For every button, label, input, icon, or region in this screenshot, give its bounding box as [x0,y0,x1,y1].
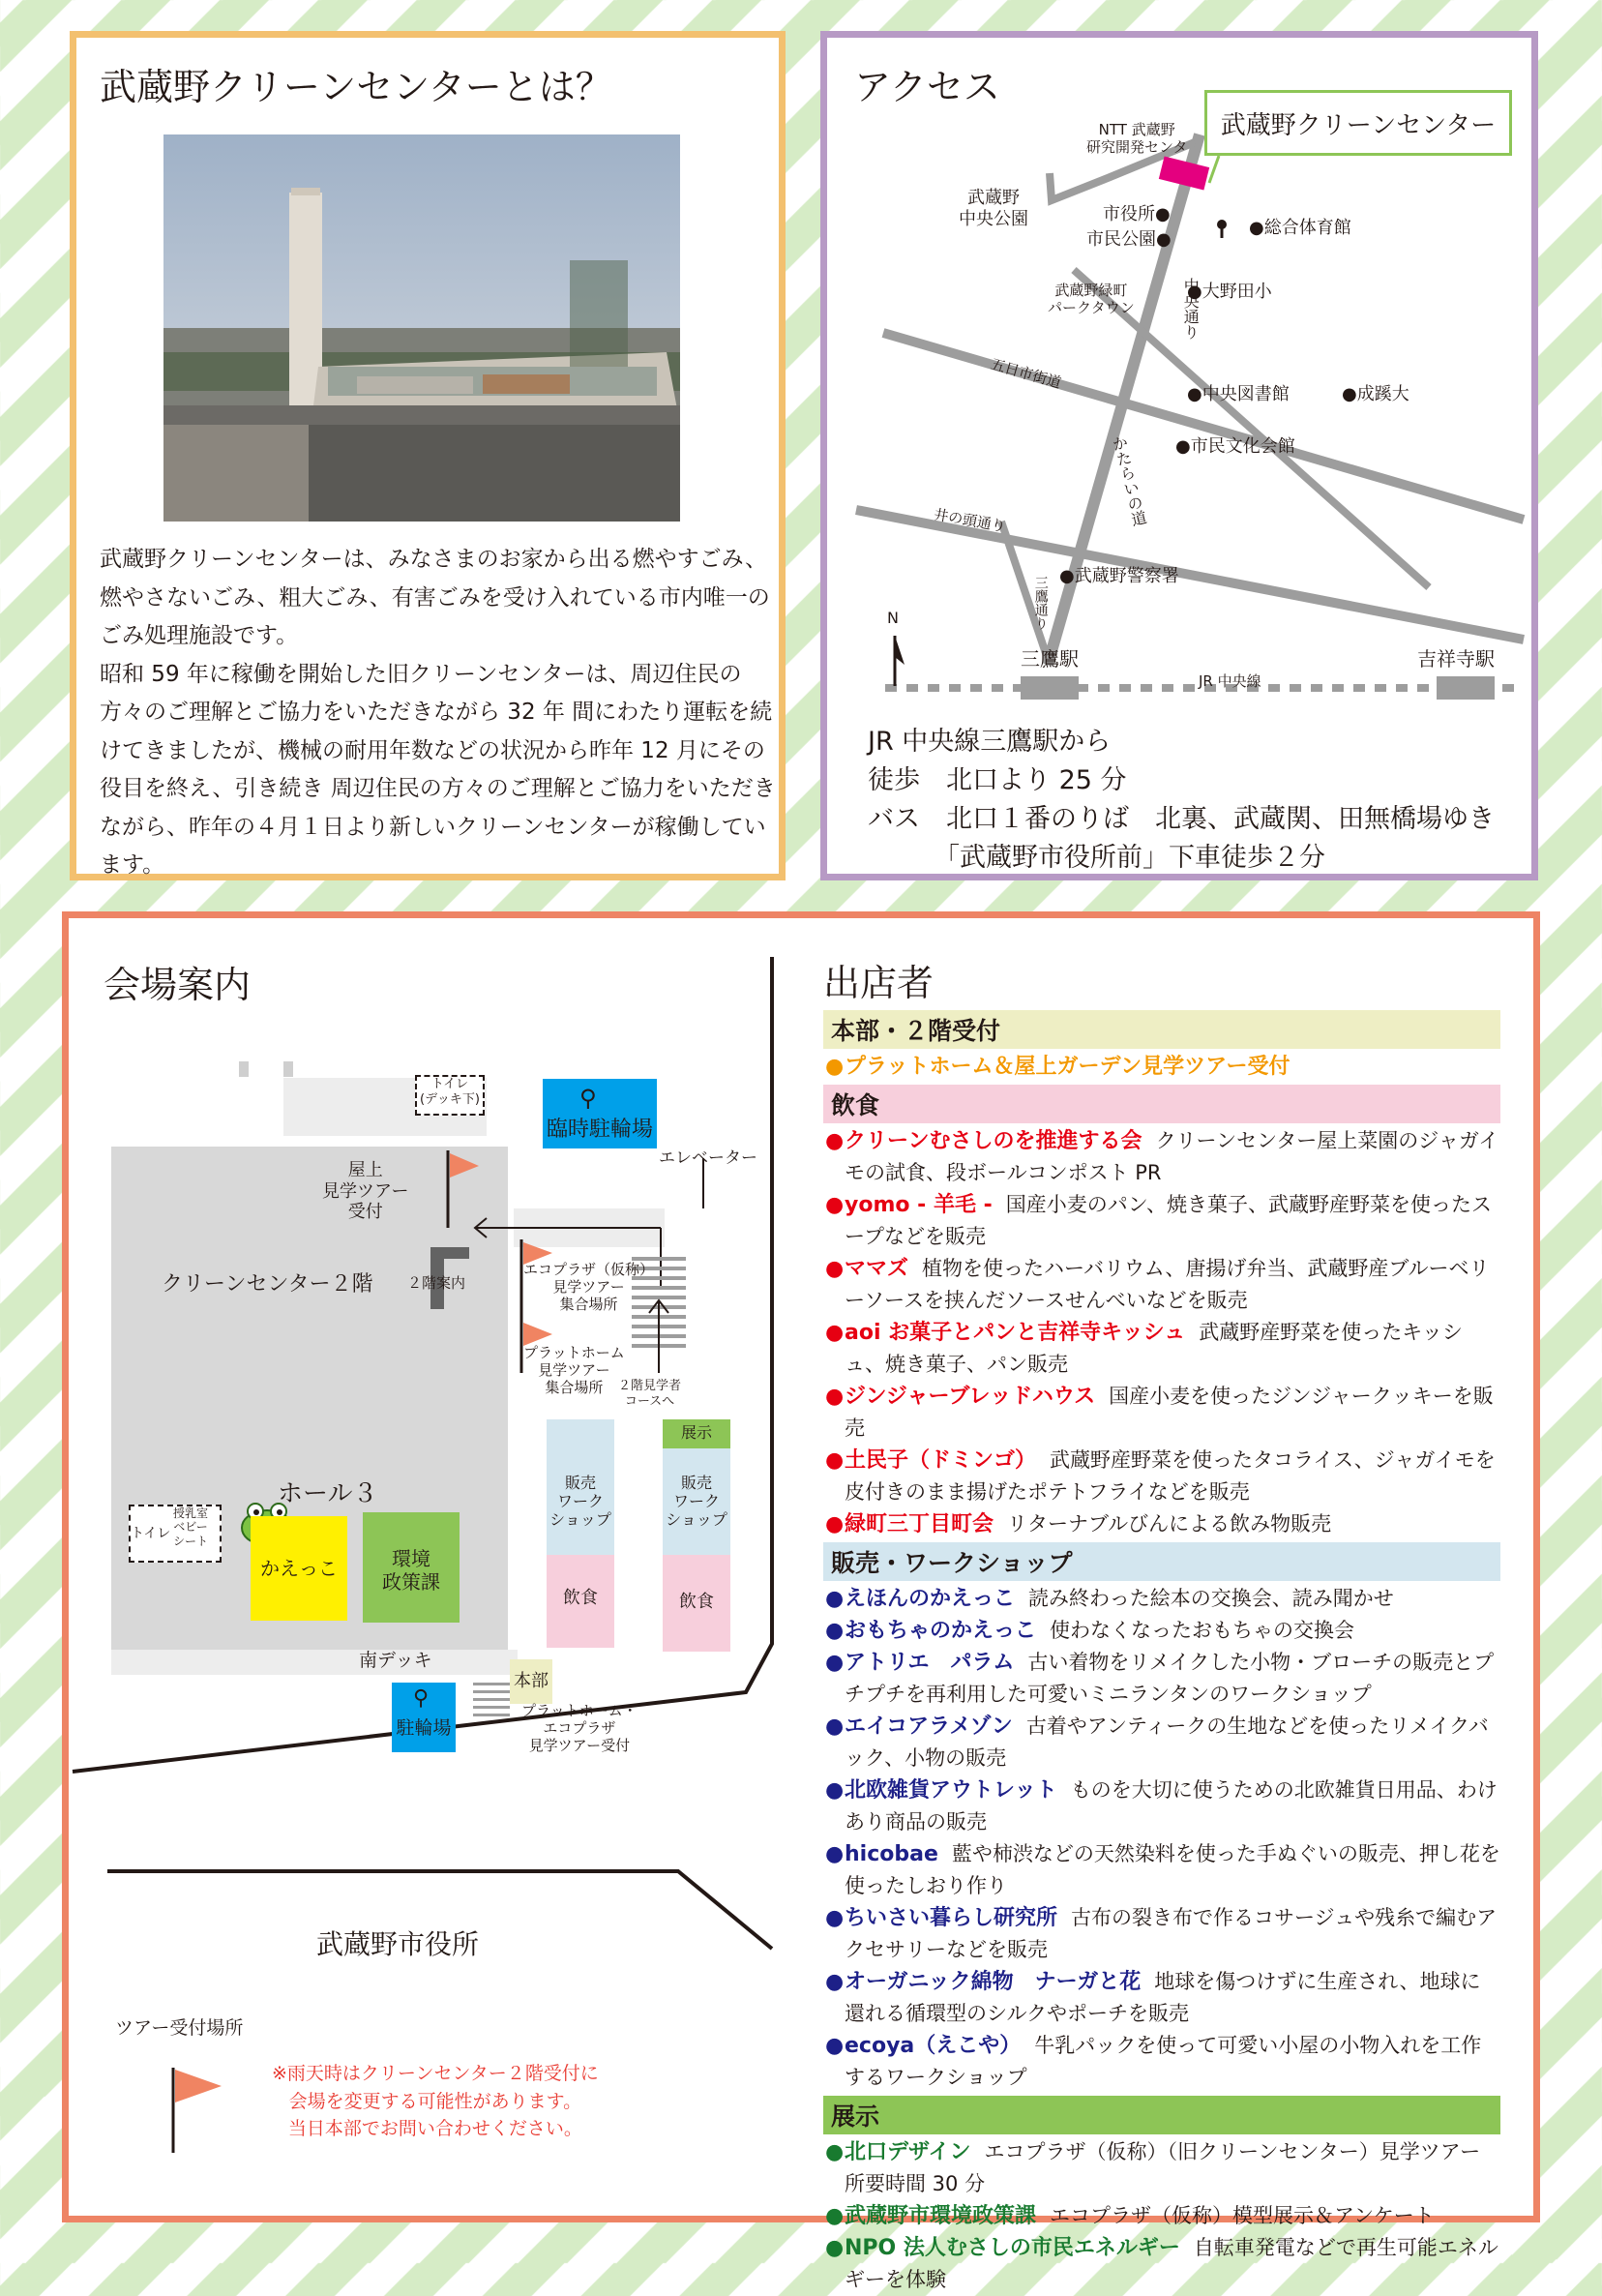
map-seikei: ●成蹊大 [1342,384,1409,404]
exhibitor-name: hicobae [845,1842,938,1866]
exhibitor-entry [823,1445,1500,1508]
map-itsukaichi: 五日市街道 [988,355,1064,392]
exhibitor-name: オーガニック綿物 ナーガと花 [845,1970,1142,1994]
exhibitor-entry [823,1583,1500,1615]
bullet-icon: ● [825,1055,845,1079]
clean-center-photo [163,134,680,522]
map-north: N [887,609,899,627]
about-description [100,541,777,885]
map-inokashira: 井の頭通り [933,505,1008,536]
about-paragraph-2: 昭和 59 年に稼働を開始した旧クリーンセンターは、周辺住民の方々のご理解とご協力をいただきながら 32 年 間にわたり運転を続けてきましたが、機械の耐用年数などの状況から昨年 12 月にその役目を終え、引き続き 周辺住民の方々のご理解とご協力をいただきながら、昨年の４月１日より新しいクリーンセンターが稼働しています。 [100,661,776,878]
bullet-icon: ● [825,1842,845,1866]
exhibitor-description: 武蔵野産野菜を使ったタコライス、ジャガイモを皮付きのまま揚げたポテトフライなどを販売 [845,1448,1496,1504]
bicycle-icon: ⚲ [579,1085,597,1112]
bullet-icon: ● [825,1257,845,1281]
route-bus-text2: 「武蔵野市役所前」下車徒歩２分 [934,843,1325,873]
mitaka-station-block [1021,676,1079,700]
exhibitor-section-header: 販売・ワークショップ [823,1542,1500,1581]
bullet-icon: ● [825,2236,845,2260]
exhibitor-entry [823,1253,1500,1317]
guide-2f-label: ２階案内 [407,1274,466,1292]
exhibitor-name: yomo - 羊毛 - [845,1193,993,1217]
exhibitor-description: 古着やアンティークの生地などを使ったリメイクバック、小物の販売 [845,1715,1489,1770]
kichijoji-station-block [1437,676,1495,700]
kaekko-label: かえっこ [260,1557,338,1580]
exhibitor-entry [823,1711,1500,1774]
hq-label: 本部 [514,1671,549,1691]
exhibitor-entry [823,1774,1500,1838]
city-office-label: 武蔵野市役所 [316,1928,480,1960]
exhibitor-description: クリーンセンター屋上菜園のジャガイモの試食、段ボールコンポスト PR [845,1129,1499,1184]
exhibitor-name: NPO 法人むさしの市民エネルギー [845,2236,1180,2260]
map-mitaka-dori: 三鷹通り [1032,576,1049,630]
elevator-label: エレベーター [659,1148,757,1168]
bullet-icon: ● [825,1321,845,1345]
map-parktown: 武蔵野緑町 パークタウン [1048,282,1135,316]
sales-ws-label-2: 販売 ワーク ショップ [666,1474,727,1530]
nursing-label: 授乳室 ベビー シート [173,1506,209,1548]
route-walk-text: 北口より 25 分 [946,765,1127,795]
exhibitor-description: 古い着物をリメイクした小物・ブローチの販売とプチプチを再利用した可愛いミニランタンのワークショップ [845,1651,1495,1706]
map-kataraino: かたらいの道 [1108,433,1149,528]
exhibitor-description: ものを大切に使うための北欧雑貨日用品、わけあり商品の販売 [845,1778,1498,1834]
bullet-icon: ● [825,2204,845,2228]
bullet-icon: ● [825,1193,845,1217]
bullet-icon: ● [825,2140,845,2164]
exhibitor-entry [823,1381,1500,1445]
exhibitor-section-header: 飲食 [823,1085,1500,1123]
venue-title: 会場案内 [104,964,252,1006]
road-itsukaichi [883,333,1524,520]
road-inokashira [856,510,1524,640]
exhibitor-name: 土民子（ドミンゴ） [845,1448,1037,1473]
access-route [868,723,1495,878]
exhibitor-description: 使わなくなったおもちゃの交換会 [1050,1619,1355,1642]
toilet-label: トイレ [131,1526,171,1541]
exhibitor-name: ジンジャーブレッドハウス [845,1385,1096,1409]
bicycle-icon-2: ⚲ [413,1686,430,1711]
about-title: 武蔵野クリーンセンターとは？ [100,66,612,108]
map-ntt: NTT 武蔵野 研究開発センタ [1086,121,1188,156]
exhibitor-description: 牛乳パックを使って可愛い小屋の小物入れを工作するワークショップ [845,2034,1482,2089]
bullet-icon: ● [825,1619,845,1643]
route-bus-label: バス [868,804,920,834]
bullet-icon: ● [825,1715,845,1739]
platform-reception-label: プラットホーム・ エコプラザ 見学ツアー受付 [521,1702,638,1754]
toilet-deck-label: トイレ (デッキ下) [420,1077,480,1107]
exhibitor-name: 北口デザイン [845,2140,971,2164]
exhibitor-entry [823,1647,1500,1711]
exhibitor-description: 読み終わった絵本の交換会、読み聞かせ [1028,1587,1394,1610]
road-kataraino [1074,270,1429,587]
exhibitor-name: えほんのかえっこ [845,1587,1016,1611]
venue-panel [62,911,1540,2291]
bullet-icon: ● [825,1970,845,1994]
route-line1: JR 中央線三鷹駅から [868,727,1112,757]
exhibitor-description: 藍や柿渋などの天然染料を使った手ぬぐいの販売、押し花を使ったしおり作り [845,1842,1500,1897]
map-library: ●中央図書館 [1187,384,1290,404]
exhibitor-description: 武蔵野産野菜を使ったキッシュ、焼き菓子、パン販売 [845,1321,1463,1376]
exhibitor-description: 古布の裂き布で作るコサージュや残糸で編むアクセサリーなどを販売 [845,1906,1498,1961]
clean-center-marker [1159,157,1209,191]
exhibitor-name: aoi お菓子とパンと吉祥寺キッシュ [845,1321,1186,1345]
map-central-park: 武蔵野 中央公園 [959,188,1028,229]
exhibitor-entry [823,2136,1500,2200]
access-panel [820,31,1538,880]
hall3-label: ホール３ [278,1479,378,1508]
map-mitaka-station: 三鷹駅 [1021,647,1079,671]
exhibitor-name: アトリエ パラム [845,1651,1015,1675]
map-bunka: ●市民文化会館 [1175,436,1295,457]
bullet-icon: ● [825,2034,845,2058]
bullet-icon: ● [825,1385,845,1409]
map-gym: ●総合体育館 [1249,218,1351,238]
exhibitor-entry [823,1838,1500,1902]
exhibitor-description: 国産小麦を使ったジンジャークッキーを販売 [845,1385,1494,1440]
exhibitor-description: 自転車発電などで再生可能エネルギーを体験 [845,2236,1498,2291]
course-2f-label: ２階見学者 コースへ [618,1379,682,1409]
map-citypark: 市民公園● [1086,229,1172,250]
bullet-icon: ● [825,1778,845,1803]
bullet-icon: ● [825,1906,845,1930]
env-policy-label: 環境 政策課 [382,1547,440,1594]
bullet-icon: ● [825,1448,845,1473]
exhibitor-entry [823,1902,1500,1966]
exhibit-label: 展示 [680,1423,712,1442]
rain-notice: ※雨天時はクリーンセンター２階受付に 会場を変更する可能性があります。 当日本部でお問い合わせください。 [272,2063,599,2139]
exhibitor-description: エコプラザ（仮称）（旧クリーンセンター）見学ツアー 所要時間 30 分 [845,2140,1501,2195]
sales-ws-label-1: 販売 ワーク ショップ [549,1474,611,1530]
bullet-icon: ● [825,1587,845,1611]
map-onoda: ●大野田小 [1187,282,1272,302]
about-panel [70,31,786,880]
exhibitor-section-header: 展示 [823,2096,1500,2134]
exhibitor-name: 武蔵野市環境政策課 [845,2204,1037,2228]
bullet-icon: ● [825,1512,845,1536]
south-deck-label: 南デッキ [359,1650,432,1671]
exhibitors-list [823,953,1500,2296]
map-chuo-dori: 中央通り [1181,278,1201,340]
exhibitor-name: エイコアラメゾン [845,1715,1013,1739]
exhibitor-entry [823,2200,1500,2232]
rooftop-tour-label: 屋上 見学ツアー 受付 [322,1160,409,1223]
map-police: ●武蔵野警察署 [1059,566,1179,586]
exhibitor-name: 緑町三丁目町会 [845,1512,994,1536]
food-label-1: 飲食 [563,1588,598,1608]
exhibitor-entry [823,1615,1500,1647]
exhibitor-description: リターナブルびんによる飲み物販売 [1007,1512,1332,1536]
route-walk-label: 徒歩 [868,765,920,795]
exhibitor-entry [823,2232,1500,2296]
bullet-icon: ● [825,1651,845,1675]
exhibitor-name: 北欧雑貨アウトレット [845,1778,1057,1803]
exhibitor-name: プラットホーム＆屋上ガーデン見学ツアー受付 [845,1055,1290,1079]
bullet-icon: ● [825,1129,845,1153]
exhibitor-entry [823,1508,1500,1540]
map-jr-line-label: JR 中央線 [1199,672,1261,690]
exhibitor-name: ecoya（えこや） [845,2034,1022,2058]
exhibitor-description: エコプラザ（仮称）模型展示＆アンケート [1050,2204,1435,2227]
map-cityhall: 市役所● [1103,204,1171,224]
exhibitor-description: 国産小麦のパン、焼き菓子、武蔵野産野菜を使ったスープなどを販売 [845,1193,1493,1248]
exhibitors-title: 出店者 [823,962,934,1004]
exhibitor-entry [823,2030,1500,2094]
bicycle-label: 駐輪場 [396,1717,452,1739]
map-kichijoji-station: 吉祥寺駅 [1417,647,1495,671]
ecoplaza-meet-label: エコプラザ（仮称） 見学ツアー 集合場所 [523,1261,655,1313]
exhibitor-name: ママズ [845,1257,909,1281]
clean-center-callout: 武蔵野クリーンセンター [1204,90,1512,156]
exhibitor-name: おもちゃのかえっこ [845,1619,1037,1643]
exhibitor-name: クリーンむさしのを推進する会 [845,1129,1142,1153]
exhibitor-entry [823,1125,1500,1189]
exhibitor-entry [823,1051,1500,1083]
exhibitor-section-header: 本部・２階受付 [823,1010,1500,1049]
exhibitor-entry [823,1189,1500,1253]
cc-2f-label: クリーンセンター２階 [162,1272,373,1297]
exhibitor-name: ちいさい暮らし研究所 [845,1906,1058,1930]
exhibitor-description: 地球を傷つけずに生産され、地球に還れる循環型のシルクやポーチを販売 [845,1970,1481,2025]
exhibitor-description: 植物を使ったハーバリウム、唐揚げ弁当、武蔵野産ブルーベリーソースを挟んだソースせんべいなどを販売 [845,1257,1490,1312]
platform-meet-label: プラットホーム 見学ツアー 集合場所 [523,1344,625,1396]
route-bus-text: 北口１番のりば 北裏、武蔵関、田無橋場ゆき [946,804,1495,834]
food-label-2: 飲食 [679,1592,714,1612]
access-title: アクセス [854,66,1000,108]
about-paragraph-1: 武蔵野クリーンセンターは、みなさまのお家から出る燃やすごみ、燃やさないごみ、粗大ごみ、有害ごみを受け入れている市内唯一のごみ処理施設です。 [100,547,770,648]
temp-bicycle-label: 臨時駐輪場 [546,1118,653,1142]
exhibitor-entry [823,1966,1500,2030]
exhibitor-entry [823,1317,1500,1381]
tour-reception-label: ツアー受付場所 [115,2017,244,2039]
